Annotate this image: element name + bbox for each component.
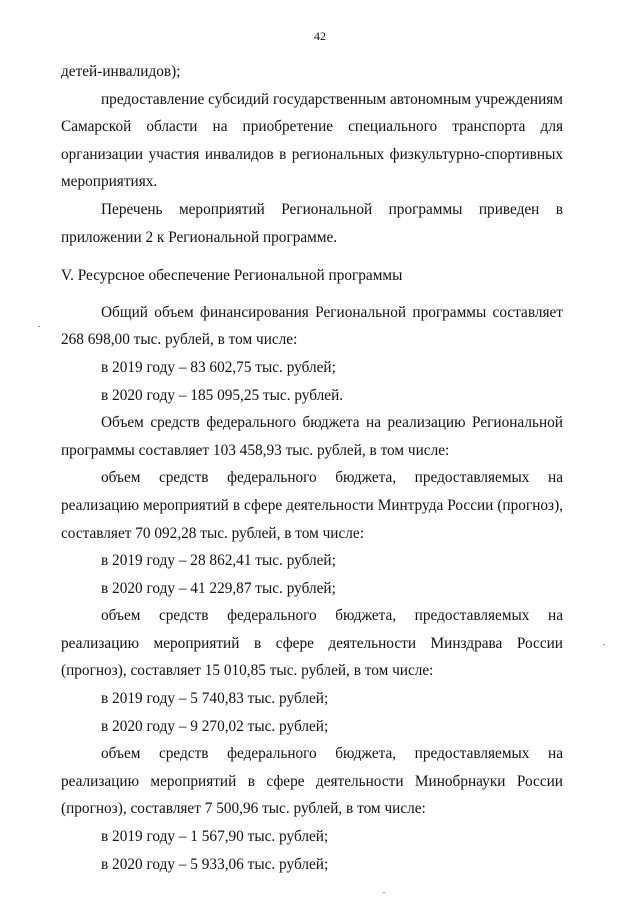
paragraph: Общий объем финансирования Региональной программы составляет 268 698,00 тыс. рублей, в том числе: — [61, 303, 563, 349]
paragraph: в 2020 году – 185 095,25 тыс. рублей. — [101, 386, 344, 404]
paragraphs-before-heading — [61, 58, 563, 251]
paragraph: в 2020 году – 41 229,87 тыс. рублей; — [101, 579, 336, 597]
paragraph: предоставление субсидий государственным автономным учреждениям Самарской области на приобретение специального транспорта для организации участия инвалидов в региональных физкультурно-спортивных мероприятиях. — [61, 90, 563, 191]
paragraph: объем средств федерального бюджета, предоставляемых на реализацию мероприятий в сфере деятельности Минтруда России (прогноз), составляет 70 092,28 тыс. рублей, в том числе: — [61, 469, 563, 542]
paragraph: детей-инвалидов); — [61, 63, 181, 80]
paragraph: в 2020 году – 9 270,02 тыс. рублей; — [101, 717, 329, 735]
paragraph: в 2019 году – 83 602,75 тыс. рублей; — [101, 358, 336, 376]
scan-speck — [383, 892, 385, 893]
paragraph: в 2019 году – 28 862,41 тыс. рублей; — [101, 552, 336, 570]
paragraph: в 2019 году – 5 740,83 тыс. рублей; — [101, 690, 329, 708]
paragraph: в 2019 году – 1 567,90 тыс. рублей; — [101, 828, 329, 846]
paragraph: Объем средств федерального бюджета на реализацию Региональной программы составляет 103 458,93 тыс. рублей, в том числе: — [61, 414, 563, 459]
paragraph: в 2020 году – 5 933,06 тыс. рублей; — [101, 855, 329, 873]
section-heading: V. Ресурсное обеспечение Региональной программы — [61, 267, 403, 285]
paragraph: объем средств федерального бюджета, предоставляемых на реализацию мероприятий в сфере деятельности Минобрнауки России (прогноз), составляет 7 500,96 тыс. рублей, в том числе: — [61, 745, 563, 818]
paragraph: Перечень мероприятий Региональной программы приведен в приложении 2 к Региональной программе. — [61, 200, 563, 246]
paragraph: объем средств федерального бюджета, предоставляемых на реализацию мероприятий в сфере деятельности Минздрава России (прогноз), составляет 15 010,85 тыс. рублей, в том числе: — [61, 607, 563, 680]
page-number: 42 — [314, 29, 326, 43]
document-body — [61, 58, 563, 878]
scan-speck — [38, 326, 40, 327]
scan-speck — [603, 644, 605, 645]
paragraphs-after-heading — [61, 299, 563, 878]
